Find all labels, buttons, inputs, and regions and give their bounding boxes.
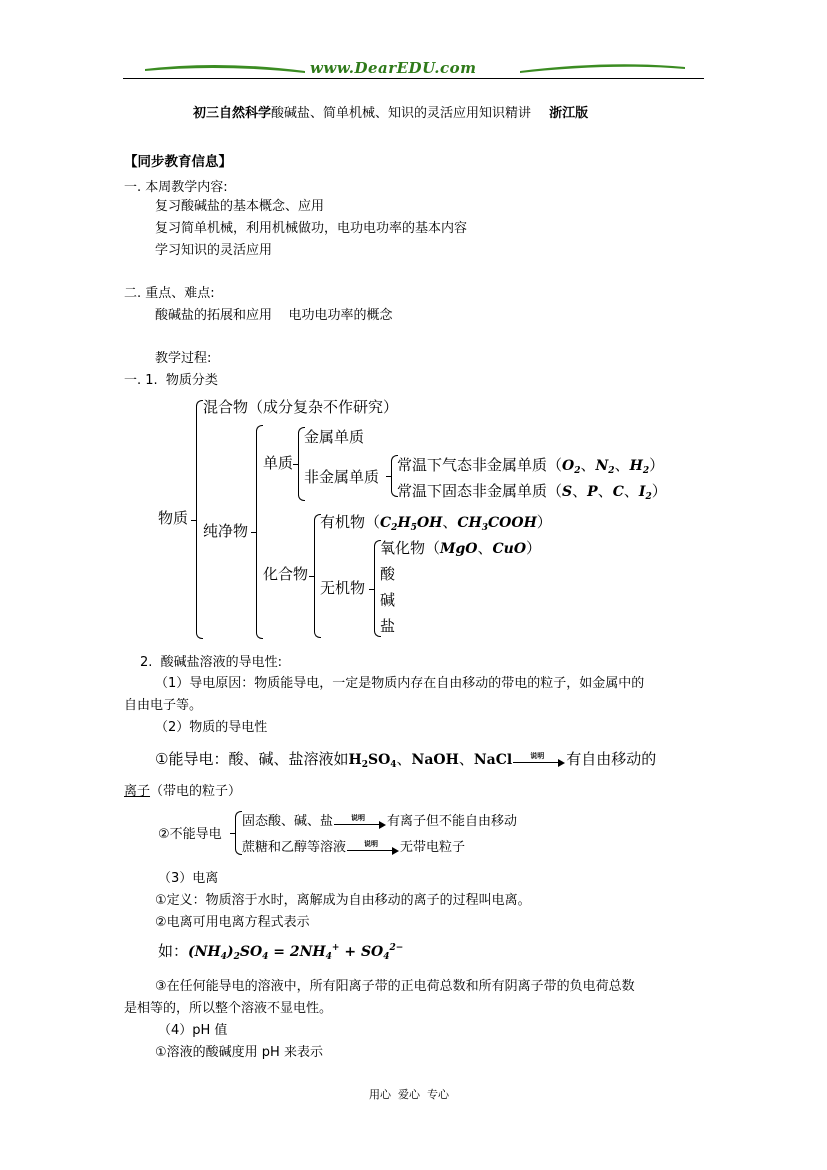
s1-item: 复习酸碱盐的基本概念、应用 <box>155 199 325 214</box>
brace-root <box>196 400 203 639</box>
page-footer: 用心 爱心 专心 <box>369 1088 449 1101</box>
charge-balance: ③在任何能导电的溶液中，所有阳离子带的正电荷总数和所有阴离子带的负电荷总数 <box>155 979 635 994</box>
tree-element: 单质 <box>263 454 294 472</box>
tree-base: 碱 <box>380 591 396 609</box>
s1-item: 学习知识的灵活应用 <box>155 243 273 258</box>
charge-balance-cont: 是相等的，所以整个溶液不显电性。 <box>124 1001 333 1016</box>
tree-acid: 酸 <box>380 565 396 583</box>
cond-substance: （2）物质的导电性 <box>155 720 268 735</box>
section-heading: 【同步教育信息】 <box>124 154 232 170</box>
cond-nonconductive: ②不能导电 <box>158 827 222 842</box>
cond-ions: 离子（带电的粒子） <box>124 784 242 799</box>
reaction-arrow: 说明 <box>334 816 386 828</box>
page-title: 初三自然科学酸碱盐、简单机械、知识的灵活应用知识精讲 浙江版 <box>193 106 589 121</box>
cond-reason-cont: 自由电子等。 <box>124 698 203 713</box>
tree-salt: 盐 <box>380 617 396 635</box>
tree-nonmetal: 非金属单质 <box>304 468 380 486</box>
header-rule <box>123 78 704 79</box>
cond-sugar-solution: 蔗糖和乙醇等溶液 说明 无带电粒子 <box>242 839 466 855</box>
tree-root: 物质 <box>158 509 189 527</box>
cond-reason: （1）导电原因：物质能导电，一定是物质内存在自由移动的带电的粒子，如金属中的 <box>155 676 645 691</box>
cond-solid-salts: 固态酸、碱、盐 说明 有离子但不能自由移动 <box>242 813 518 829</box>
brace-pure <box>256 425 263 639</box>
tree-oxide: 氧化物（MgO、CuO） <box>380 539 542 557</box>
process-heading: 教学过程: <box>155 351 212 366</box>
tree-organic: 有机物（$C_2H_5OH$、$CH_3COOH$） <box>320 513 552 533</box>
classification-heading: 一. 1. 物质分类 <box>124 373 218 388</box>
site-logo: www.DearEDU.com <box>310 59 477 77</box>
s2-heading: 二. 重点、难点: <box>124 286 215 301</box>
tree-mixture: 混合物（成分复杂不作研究） <box>203 398 399 416</box>
s1-item: 复习简单机械，利用机械做功，电功电功率的基本内容 <box>155 221 468 236</box>
s2-item: 酸碱盐的拓展和应用 电功电功率的概念 <box>155 308 393 323</box>
tree-solid-nonmetal: 常温下固态非金属单质（S、P、C、$I_2$） <box>397 482 667 502</box>
tree-metal: 金属单质 <box>304 428 365 446</box>
ionization-equation-note: ②电离可用电离方程式表示 <box>155 915 310 930</box>
cond-conductive: ①能导电：酸、碱、盐溶液如$H_2SO_4$、NaOH、NaCl 说明 有自由移动的 <box>155 750 657 770</box>
brace-nonconductive <box>235 811 242 855</box>
s1-heading: 一. 本周教学内容: <box>124 180 228 195</box>
reaction-arrow: 说明 <box>513 754 565 766</box>
ionization-heading: （3）电离 <box>158 871 219 886</box>
conductivity-heading: 2. 酸碱盐溶液的导电性: <box>140 655 283 670</box>
ionization-definition: ①定义：物质溶于水时，离解成为自由移动的离子的过程叫电离。 <box>155 893 531 908</box>
tree-pure: 纯净物 <box>203 522 249 540</box>
reaction-arrow: 说明 <box>347 842 399 854</box>
tree-inorganic: 无机物 <box>320 579 366 597</box>
ph-heading: （4）pH 值 <box>158 1023 228 1038</box>
tree-gas-nonmetal: 常温下气态非金属单质（$O_2$、$N_2$、$H_2$） <box>397 456 665 476</box>
ionization-equation: 如：$(NH_4)_2SO_4 = 2NH_4^+ + SO_4^{2-}$ <box>158 942 404 962</box>
ph-definition: ①溶液的酸碱度用 pH 来表示 <box>155 1045 323 1060</box>
tree-compound: 化合物 <box>263 565 309 583</box>
